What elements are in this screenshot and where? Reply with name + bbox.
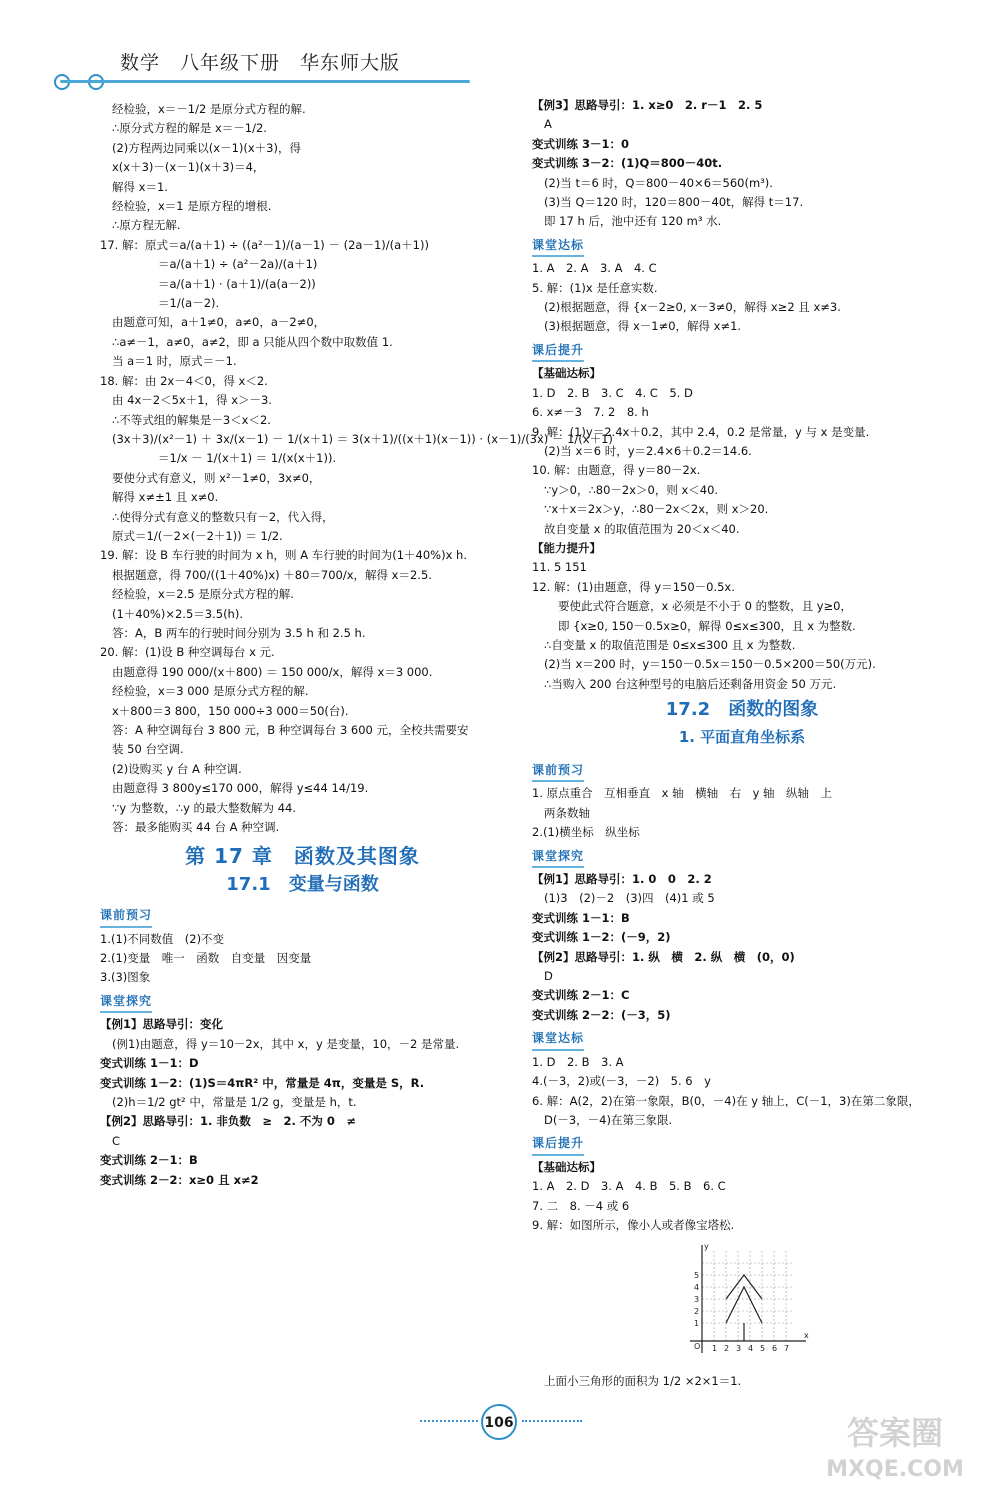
text-line: 【例1】思路导引：1. 0 0 2. 2 <box>532 872 712 887</box>
text-line: (2)当 t＝6 时，Q＝800－40×6＝560(m³). <box>544 175 773 190</box>
text-line: 上面小三角形的面积为 1/2 ×2×1＝1. <box>544 1373 742 1388</box>
text-line: 经检验，x＝1 是原方程的增根. <box>112 199 272 214</box>
section-tag-row <box>532 843 952 870</box>
text-line: 要使分式有意义，则 x²－1≠0，3x≠0， <box>112 470 321 485</box>
text-line: 根据题意，得 700/((1＋40%)x) ＋80＝700/x，解得 x＝2.5. <box>112 567 432 582</box>
text-line: 要使此式符合题意，x 必须是不小于 0 的整数，且 y≥0， <box>558 599 852 614</box>
text-line: ∴不等式组的解集是－3＜x＜2. <box>112 412 271 427</box>
text-line: x＋800＝3 800，150 000÷3 000＝50(台). <box>112 703 349 718</box>
text-line: 【基础达标】 <box>532 1159 601 1174</box>
section-tag: 课后提升 <box>532 341 584 362</box>
text-line: (1)3 (2)－2 (3)四 (4)1 或 5 <box>544 891 715 906</box>
svg-text:2: 2 <box>724 1344 730 1354</box>
text-line: 解得 x≠±1 且 x≠0. <box>112 490 219 505</box>
text-line: ＝a/(a＋1) · (a＋1)/(a(a－2)) <box>158 276 316 291</box>
text-line: 9. 解：(1)y＝2.4x＋0.2，其中 2.4，0.2 是常量，y 与 x 是变量. <box>532 424 870 439</box>
text-line: 两条数轴 <box>544 805 590 820</box>
svg-text:3: 3 <box>694 1295 700 1305</box>
section-tag-row <box>100 988 505 1015</box>
svg-text:5: 5 <box>694 1271 700 1281</box>
section-tag: 课前预习 <box>100 906 152 927</box>
text-line: (2)h＝1/2 gt² 中，常量是 1/2 g，变量是 h，t. <box>112 1094 357 1109</box>
text-line: ∴当购入 200 台这种型号的电脑后还剩备用资金 50 万元. <box>544 676 837 691</box>
text-line: 由题意得 3 800y≤170 000，解得 y≤44 14/19. <box>112 781 369 796</box>
text-line: A <box>544 117 552 132</box>
footer-dots-right <box>522 1420 582 1425</box>
text-line: 1. A 2. D 3. A 4. B 5. B 6. C <box>532 1179 726 1194</box>
text-line: 2.(1)横坐标 纵坐标 <box>532 825 640 840</box>
text-line: 1.(1)不同数值 (2)不变 <box>100 931 225 946</box>
svg-text:O: O <box>694 1342 701 1352</box>
text-line: 变式训练 1－1：D <box>100 1056 199 1071</box>
section-tag-row <box>532 232 952 259</box>
text-line: D <box>544 969 553 984</box>
text-line: 即 {x≥0, 150－0.5x≥0，解得 0≤x≤300，且 x 为整数. <box>558 618 856 633</box>
text-line: 变式训练 2－1：C <box>532 988 630 1003</box>
text-line: 17. 解：原式＝a/(a＋1) ÷ ((a²－1)/(a－1) － (2a－1)/(a＋1)) <box>100 237 429 252</box>
svg-text:答案圈: 答案圈 <box>846 1414 944 1452</box>
text-line: 变式训练 1－2：(1)S＝4πR² 中，常量是 4π，变量是 S，R. <box>100 1075 425 1090</box>
text-line: ∵x＋x＝2x＞y，∴80－2x＜2x，则 x＞20. <box>544 502 769 517</box>
text-line: 答：最多能购买 44 台 A 种空调. <box>112 820 280 835</box>
text-line: C <box>112 1133 121 1148</box>
svg-text:x: x <box>804 1331 809 1341</box>
text-line: 【例3】思路导引：1. x≥0 2. r－1 2. 5 <box>532 98 763 112</box>
text-line: 经检验，x＝3 000 是原分式方程的解. <box>112 684 309 699</box>
text-line: 1. 原点重合 互相垂直 x 轴 横轴 右 y 轴 纵轴 上 <box>532 786 833 801</box>
section-tag: 课堂探究 <box>532 847 584 868</box>
text-line: (2)设购买 y 台 A 种空调. <box>112 761 242 776</box>
text-line: 1. D 2. B 3. A <box>532 1054 624 1069</box>
text-line: ＝a/(a＋1) ÷ (a²－2a)/(a＋1) <box>158 257 318 272</box>
text-line: (1＋40%)×2.5＝3.5(h). <box>112 606 243 621</box>
section-tag-row <box>532 1130 952 1157</box>
svg-text:4: 4 <box>748 1344 754 1354</box>
text-line: 19. 解：设 B 车行驶的时间为 x h，则 A 车行驶的时间为(1＋40%)x h. <box>100 548 467 563</box>
text-line: 解得 x＝1. <box>112 179 168 194</box>
text-line: 【能力提升】 <box>532 540 601 555</box>
text-line: 原式＝1/(－2×(－2＋1)) ＝ 1/2. <box>112 528 283 543</box>
text-line: 变式训练 2－2：x≥0 且 x≠2 <box>100 1172 259 1187</box>
text-line: 6. x≠－3 7. 2 8. h <box>532 405 649 420</box>
text-line: (2)方程两边同乘以(x－1)(x＋3)，得 <box>112 140 301 155</box>
svg-text:MXQE.COM: MXQE.COM <box>826 1457 964 1482</box>
watermark-logo <box>810 1406 980 1486</box>
svg-text:1: 1 <box>694 1319 700 1329</box>
text-line: D(－3，－4)在第三象限. <box>544 1112 673 1127</box>
svg-text:4: 4 <box>694 1283 700 1293</box>
text-line: ∴a≠－1，a≠0，a≠2，即 a 只能从四个数中取数值 1. <box>112 334 393 349</box>
page-header <box>60 42 480 92</box>
text-line: 变式训练 2－2：(－3，5) <box>532 1007 671 1022</box>
text-line: 故自变量 x 的取值范围为 20＜x＜40. <box>544 521 740 536</box>
text-line: 7. 二 8. －4 或 6 <box>532 1198 630 1213</box>
text-line: (2)当 x＝200 时，y＝150－0.5x＝150－0.5×200＝50(万元). <box>544 657 876 672</box>
section-tag: 课堂探究 <box>100 992 152 1013</box>
chapter-title: 第 17 章 函数及其图象 <box>185 844 420 869</box>
text-line: 装 50 台空调. <box>112 742 184 757</box>
svg-text:y: y <box>704 1242 709 1252</box>
text-line: 答：A，B 两车的行驶时间分别为 3.5 h 和 2.5 h. <box>112 625 366 640</box>
text-line: (2)根据题意，得 {x－2≥0, x－3≠0，解得 x≥2 且 x≠3. <box>544 300 841 315</box>
text-line: ∴原方程无解. <box>112 218 181 233</box>
text-line: 变式训练 3－1：0 <box>532 136 630 151</box>
right-column <box>532 96 952 1391</box>
section-title-17-1: 17.1 变量与函数 <box>226 873 379 895</box>
text-line: 4.(－3，2)或(－3，－2) 5. 6 y <box>532 1074 711 1089</box>
section-tag-row <box>100 902 505 929</box>
header-title: 数学 八年级下册 华东师大版 <box>120 52 401 74</box>
text-line: (2)当 x＝6 时，y＝2.4×6＋0.2＝14.6. <box>544 443 752 458</box>
text-line: 变式训练 3－2：(1)Q＝800－40t. <box>532 156 723 171</box>
text-line: 11. 5 151 <box>532 560 587 575</box>
subsection-title: 1. 平面直角坐标系 <box>678 727 806 746</box>
coordinate-grid-figure <box>682 1241 812 1361</box>
text-line: ∵y 为整数，∴y 的最大整数解为 44. <box>112 800 296 815</box>
header-rule <box>60 80 470 83</box>
text-line: (3x＋3)/(x²－1) ＋ 3x/(x－1) － 1/(x＋1) ＝ 3(x＋1)/((x＋1)(x－1)) · (x－1)/(3x) － 1/(x＋1) <box>112 431 613 446</box>
section-tag-row <box>532 1025 952 1052</box>
section-tag: 课堂达标 <box>532 236 584 257</box>
text-line: 由 4x－2＜5x＋1，得 x＞－3. <box>112 393 272 408</box>
text-line: 20. 解：(1)设 B 种空调每台 x 元. <box>100 645 275 660</box>
text-line: 答：A 种空调每台 3 800 元，B 种空调每台 3 600 元，全校共需要安 <box>112 723 469 737</box>
text-line: ∵y＞0，∴80－2x＞0，则 x＜40. <box>544 482 719 497</box>
text-line: 3.(3)图象 <box>100 970 151 985</box>
text-line: 6. 解：A(2，2)在第一象限，B(0，－4)在 y 轴上，C(－1，3)在第二象限， <box>532 1093 920 1108</box>
text-line: 【例2】思路导引：1. 纵 横 2. 纵 横 (0，0) <box>532 949 795 964</box>
text-line: 由题意得 190 000/(x＋800) ＝ 150 000/x，解得 x＝3 000. <box>112 664 433 679</box>
text-line: 【基础达标】 <box>532 366 601 381</box>
text-line: x(x＋3)－(x－1)(x＋3)＝4， <box>112 160 265 175</box>
text-line: 变式训练 1－1：B <box>532 910 630 925</box>
section-tag: 课后提升 <box>532 1134 584 1155</box>
text-line: 当 a＝1 时，原式＝－1. <box>112 354 237 369</box>
section-tag-row <box>532 757 952 784</box>
section-tag: 课前预习 <box>532 761 584 782</box>
text-line: ＝1/(a－2). <box>158 296 220 311</box>
text-line: 5. 解：(1)x 是任意实数. <box>532 280 658 295</box>
text-line: 1. D 2. B 3. C 4. C 5. D <box>532 385 693 400</box>
text-line: 变式训练 1－2：(－9，2) <box>532 930 671 945</box>
svg-text:5: 5 <box>760 1344 766 1354</box>
svg-text:7: 7 <box>784 1344 790 1354</box>
text-line: 2.(1)变量 唯一 函数 自变量 因变量 <box>100 951 312 966</box>
text-line: 经检验，x＝－1/2 是原分式方程的解. <box>112 102 306 116</box>
text-line: (例1)由题意，得 y＝10－2x，其中 x，y 是变量，10，－2 是常量. <box>112 1036 460 1051</box>
svg-text:6: 6 <box>772 1344 778 1354</box>
text-line: (3)根据题意，得 x－1≠0，解得 x≠1. <box>544 319 742 334</box>
page-number-badge <box>479 1402 519 1442</box>
text-line: 【例1】思路导引：变化 <box>100 1017 224 1032</box>
svg-text:3: 3 <box>736 1344 742 1354</box>
text-line: 18. 解：由 2x－4＜0，得 x＜2. <box>100 373 268 388</box>
text-line: (3)当 Q＝120 时，120＝800－40t，解得 t＝17. <box>544 195 804 210</box>
text-line: 即 17 h 后，池中还有 120 m³ 水. <box>544 214 722 229</box>
section-tag: 课堂达标 <box>532 1029 584 1050</box>
text-line: ∴使得分式有意义的整数只有－2，代入得， <box>112 509 334 524</box>
page-number: 106 <box>484 1415 514 1431</box>
text-line: 由题意可知，a＋1≠0，a≠0，a－2≠0， <box>112 315 326 330</box>
section-title-17-2: 17.2 函数的图象 <box>665 699 819 721</box>
text-line: ＝1/x － 1/(x＋1) ＝ 1/(x(x＋1)). <box>158 451 337 466</box>
text-line: ∴自变量 x 的取值范围是 0≤x≤300 且 x 为整数. <box>544 637 796 652</box>
text-line: 10. 解：由题意，得 y＝80－2x. <box>532 463 701 478</box>
text-line: 12. 解：(1)由题意，得 y＝150－0.5x. <box>532 579 735 594</box>
section-tag-row <box>532 337 952 364</box>
svg-text:1: 1 <box>712 1344 718 1354</box>
text-line: 变式训练 2－1：B <box>100 1153 198 1168</box>
text-line: 1. A 2. A 3. A 4. C <box>532 261 657 276</box>
text-line: 9. 解：如图所示，像小人或者像宝塔松. <box>532 1217 735 1232</box>
svg-text:2: 2 <box>694 1307 700 1317</box>
text-line: 【例2】思路导引：1. 非负数 ≥ 2. 不为 0 ≠ <box>100 1114 357 1129</box>
text-line: ∴原分式方程的解是 x＝－1/2. <box>112 121 267 136</box>
footer-dots-left <box>420 1420 478 1425</box>
text-line: 经检验，x＝2.5 是原分式方程的解. <box>112 587 294 602</box>
